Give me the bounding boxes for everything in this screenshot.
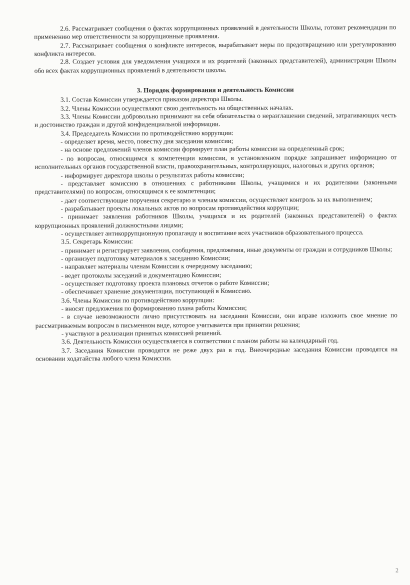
list-item: - вносят предложения по формированию плана работы Комиссии; (61, 304, 247, 313)
paragraph: 3.3. Члены Комиссии добровольно принимают на себя обязательства о неразглашении сведений, затрагивающих честь и достоинство граждан и другой конфиденциальной информации. (34, 112, 397, 130)
list-item: - в случае невозможности лично присутствовать на заседании Комиссии, они вправе изложить свое мнение по рассматриваемым вопросам в письменном виде, которое учитывается при принятии решения; (35, 312, 398, 330)
list-item: - информирует директора школы о результатах работы комиссии; (60, 171, 245, 180)
list-item: - ведет протоколы заседаний и документацию Комиссии; (61, 271, 222, 280)
paragraphs-before (34, 24, 396, 76)
paragraph: 3.6. Члены Комиссии по противодействию коррупции: (61, 296, 215, 305)
list-item: - организует подготовку материалов к заседанию Комиссии; (61, 254, 231, 263)
paragraph: 3.5. Секретарь Комиссии: (61, 238, 133, 246)
list-item: - осуществляет антикоррупционную пропаганду и воспитание всех участников образовательного процесса. (61, 229, 364, 238)
list-item: - обеспечивает хранение документации, поступающей в Комиссию. (61, 288, 252, 297)
page-number: 2 (395, 567, 399, 574)
paragraph: 3.2. Члены Комиссии осуществляют свою деятельность на общественных началах. (60, 104, 294, 113)
list-item: - по вопросам, относящимся к компетенции комиссии, в установленном порядке запрашивает информацию от исполнительных органов государственной власти, правоохранительных, контролирующих, налоговых и других органов; (34, 154, 397, 172)
list-item: - направляет материалы членам Комиссии к очередному заседанию; (61, 263, 253, 272)
paragraph: 3.4. Председатель Комиссии по противодействию коррупции: (60, 129, 234, 138)
list-item: - дает соответствующие поручения секретарю и членам комиссии, осуществляет контроль за их выполнением; (60, 195, 373, 205)
paragraph: 2.6. Рассматривает сообщения о фактах коррупционных проявлений в деятельности Школы, готовит рекомендации по применению мер ответственности за коррупционные проявления. (34, 24, 397, 42)
list-item: - принимает и регистрирует заявления, сообщения, предложения, иные документы от граждан и сотрудников Школы; (61, 245, 393, 255)
paragraph: 3.7. Заседания Комиссии проводятся не реже двух раз в год. Внеочередные заседания Комиссии проводятся на основании ходатайства любого члена Комиссии. (35, 345, 398, 363)
paragraph: 2.7. Рассматривает сообщения о конфликте интересов, вырабатывает меры по предотвращению или урегулированию конфликта интересов. (34, 40, 397, 58)
paragraph: 2.8. Создает условия для уведомления учащихся и их родителей (законных представителей), администрации Школы обо всех фактах коррупционных проявлений в деятельности школы. (34, 57, 397, 75)
list-item: - участвуют в реализации принятых комиссией решений. (61, 330, 222, 338)
list-item: - определяет время, место, повестку дня заседания комиссии; (60, 138, 234, 146)
list-item: - принимает заявления работников Школы, учащихся и их родителей (законных представителей) о фактах коррупционных проявлений должностными лицами; (34, 212, 397, 230)
list-item: - разрабатывает проекты локальных актов по вопросам противодействия коррупции; (60, 204, 300, 213)
paragraphs-after (34, 96, 397, 365)
section-title: 3. Порядок формирования и деятельность Комиссии (136, 86, 294, 95)
list-item: - на основе предложений членов комиссии формирует план работы комиссии на определенный срок; (60, 145, 345, 155)
paragraph: 3.6. Деятельность Комиссии осуществляется в соответствии с планом работы на календарный год. (61, 337, 339, 347)
paragraph: 3.1. Состав Комиссии утверждается приказом директора Школы. (60, 96, 243, 105)
list-item: - представляет комиссию в отношениях с работниками Школы, учащимися и их родителями (законными представителями) по вопросам, относящимся к ее компетенции; (34, 179, 397, 197)
list-item: - осуществляет подготовку проекта плановых отчетов о работе Комиссии; (61, 279, 270, 288)
